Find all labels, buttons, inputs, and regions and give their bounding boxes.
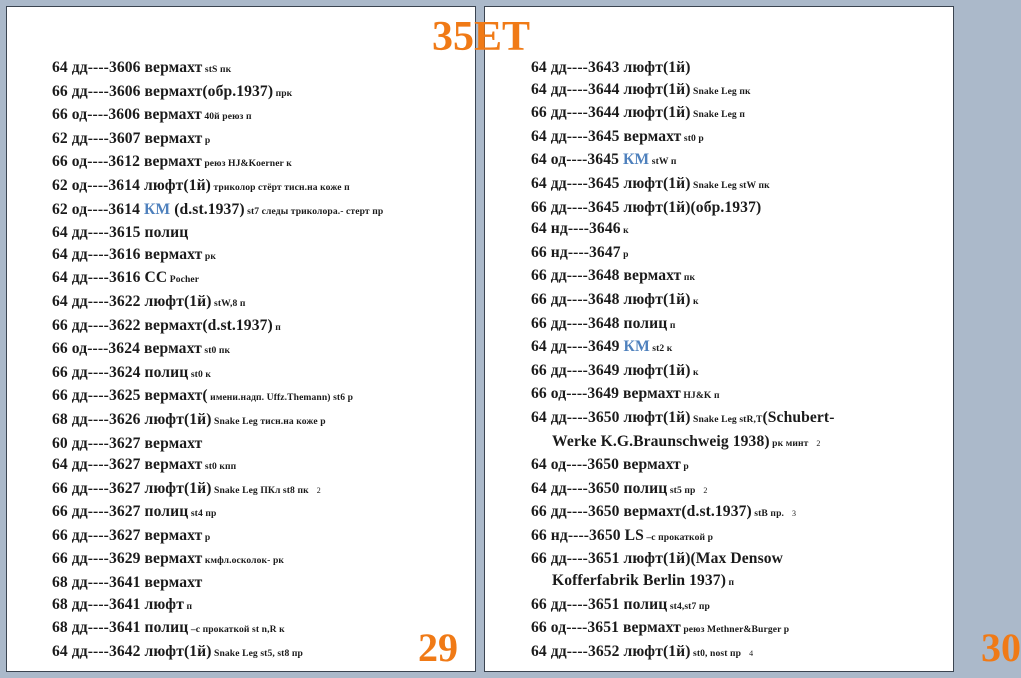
entry-text: 66 дд----3648 полиц (531, 314, 668, 332)
list-item (52, 641, 465, 665)
entry-note: st4 (188, 508, 203, 520)
list-item (52, 151, 465, 175)
entry-mark: пр (202, 508, 217, 520)
list-item (52, 454, 465, 478)
list-item (531, 173, 943, 197)
entry-text: 66 дд----3649 люфт(1й) (531, 361, 691, 379)
entry-mark: р (705, 531, 714, 543)
list-item (531, 360, 943, 384)
list-item (52, 222, 465, 244)
list-item (52, 478, 465, 502)
entry-text: 64 нд----3646 (531, 220, 621, 238)
entry-mark: р (781, 624, 790, 636)
entry-text: 66 дд----3627 полиц (52, 503, 189, 521)
entry-mark: рк (202, 250, 216, 262)
list-item (531, 525, 943, 549)
list-item (52, 244, 465, 268)
entry-note: 40й реюз (201, 111, 244, 123)
list-item (52, 525, 465, 549)
entry-mark: пр. (767, 508, 784, 520)
entry-text: 64 од----3645 (531, 151, 623, 169)
entry-note: st4,st7 (667, 600, 697, 612)
right-entry-list (531, 57, 943, 664)
entry-text: 64 дд----3616 вермахт (52, 245, 203, 263)
entry-mark: к (620, 225, 629, 237)
list-item (531, 149, 943, 173)
entry-mark: к (202, 368, 211, 380)
entry-text: 66 нд----3650 LS (531, 526, 644, 544)
series-title: 35ET (432, 14, 531, 60)
entry-note: st0, nost (690, 647, 728, 659)
entry-text: 64 дд----3649 (531, 338, 624, 356)
list-item (52, 409, 465, 433)
entry-text: 64 дд----3650 люфт(1й) (531, 408, 691, 426)
entry-text: 64 дд----3650 полиц (531, 479, 668, 497)
entry-count: 4 (749, 648, 754, 658)
entry-text: 60 дд----3627 вермахт (52, 434, 203, 452)
list-item (531, 57, 943, 79)
entry-mark: п (668, 156, 677, 168)
right-page (484, 6, 1021, 672)
entry-text: 64 дд----3622 люфт(1й) (52, 292, 212, 310)
entry-mark: пр (681, 484, 696, 496)
entry-count: 2 (816, 438, 821, 448)
entry-text: 64 дд----3627 вермахт (52, 456, 203, 474)
entry-note: stS (202, 64, 218, 75)
entry-text: Werke K.G.Braunschweig 1938) (552, 432, 770, 450)
km-label: КМ (623, 338, 650, 356)
km-label: КМ (144, 200, 171, 218)
entry-text: 66 дд----3606 вермахт(обр.1937) (52, 82, 274, 100)
entry-mark: п (667, 319, 676, 331)
list-item (531, 594, 943, 618)
entry-text: 62 од----3614 люфт(1й) (52, 176, 211, 194)
entry-mark: р (620, 248, 629, 260)
list-item (531, 218, 943, 242)
list-item (52, 548, 465, 572)
entry-note: Snake Leg (690, 85, 737, 97)
entry-text: 66 дд----3648 люфт(1й) (531, 290, 691, 308)
entry-mark: п (736, 109, 745, 121)
entry-text: 66 дд----3651 полиц (531, 595, 668, 613)
list-item (531, 383, 943, 407)
entry-text: 62 од----3614 (52, 200, 144, 218)
entry-mark: п (243, 111, 252, 123)
entry-mark: п (341, 181, 350, 193)
entry-mark: р (695, 132, 704, 144)
list-item (52, 362, 465, 386)
km-label: КМ (623, 151, 650, 169)
entry-mark: п (183, 600, 193, 612)
list-item (52, 175, 465, 199)
list-item (531, 289, 943, 313)
list-item (531, 454, 943, 478)
entry-text: 66 дд----3651 люфт(1й)(Max Densow (531, 550, 784, 568)
entry-text: 64 дд----3643 люфт(1й) (531, 59, 691, 76)
list-item (52, 385, 465, 409)
entry-note: Pocher (167, 274, 200, 286)
entry-mark: п (711, 390, 720, 402)
entry-text: 66 дд----3627 вермахт (52, 526, 203, 544)
entry-text: 66 дд----3627 люфт(1й) (52, 479, 212, 497)
entry-text: 66 дд----3645 люфт(1й)(обр.1937) (531, 198, 762, 216)
entry-text: 64 дд----3645 люфт(1й) (531, 174, 691, 192)
entry-note: st0 (188, 368, 203, 380)
entry-mark: пр (289, 647, 303, 659)
entry-note: Snake Leg stW (690, 179, 756, 191)
entry-mark: р (202, 134, 211, 146)
entry-note: реюз Methner&Burger (680, 624, 782, 636)
entry-note: Snake Leg ПКл st8 (211, 484, 295, 496)
entry-mark: п (237, 297, 246, 309)
entry-note: реюз HJ&Koerner (201, 158, 284, 170)
list-item (531, 478, 943, 502)
entry-text: 66 од----3649 вермахт (531, 385, 681, 403)
entry-text: 68 дд----3626 люфт(1й) (52, 410, 212, 428)
entry-continuation (531, 570, 943, 594)
entry-note: st0 (681, 132, 696, 144)
left-entry-list (52, 57, 465, 664)
entry-note: кмфл.осколок- (202, 555, 271, 567)
entry-text: 66 дд----3629 вермахт (52, 550, 203, 568)
list-item (52, 104, 465, 128)
list-item (52, 338, 465, 362)
entry-mark: пк (736, 85, 751, 97)
entry-text: 64 дд----3642 люфт(1й) (52, 642, 212, 660)
entry-mark: р (202, 531, 211, 543)
entry-note: stW,8 (211, 297, 238, 309)
entry-text: 66 од----3651 вермахт (531, 619, 681, 637)
list-item (531, 102, 943, 126)
entry-text: 68 дд----3641 люфт (52, 595, 184, 613)
entry-mark: к (283, 158, 292, 170)
entry-text: 66 од----3606 вермахт (52, 106, 202, 124)
entry-text: 68 дд----3641 полиц (52, 619, 189, 637)
entry-text: 66 дд----3644 люфт(1й) (531, 104, 691, 122)
entry-text: 66 дд----3622 вермахт(d.st.1937) (52, 316, 273, 334)
entry-note: рк минт (769, 437, 809, 449)
entry-text: 64 дд----3615 полиц (52, 224, 189, 242)
entry-mark: пр (727, 647, 742, 659)
entry-mark: пк (216, 345, 231, 357)
entry-text: 66 од----3612 вермахт (52, 153, 202, 171)
list-item (531, 501, 943, 525)
entry-note: st7 следы триколора.- стерт (244, 205, 370, 217)
entry-mark: пк (217, 64, 232, 75)
entry-text: 66 од----3624 вермахт (52, 340, 202, 358)
entry-note: имени.надп. Uffz.Themann) st6 (207, 392, 346, 404)
list-item (52, 291, 465, 315)
left-page-number: 29 (418, 625, 458, 670)
entry-text: (d.st.1937) (170, 200, 245, 218)
entry-text: 62 дд----3607 вермахт (52, 129, 203, 147)
list-item (52, 501, 465, 525)
list-item (531, 617, 943, 641)
entry-mark: п (272, 321, 281, 333)
list-item (531, 641, 943, 665)
entry-note: HJ&K (680, 390, 712, 402)
entry-text: Kofferfabrik Berlin 1937) (552, 572, 727, 590)
entry-mark: пк (755, 179, 770, 191)
list-item (531, 313, 943, 337)
entry-text: 64 дд----3606 вермахт (52, 59, 203, 76)
entry-mark: пр (369, 205, 384, 217)
entry-mark: р (317, 415, 326, 427)
entry-text: 64 од----3650 вермахт (531, 456, 681, 474)
entry-text: 66 дд----3650 вермахт(d.st.1937) (531, 503, 752, 521)
list-item (52, 572, 465, 594)
list-item (52, 81, 465, 105)
entry-note: stW (649, 156, 669, 168)
left-page (6, 6, 476, 672)
list-item (52, 267, 465, 291)
entry-count: 2 (316, 485, 321, 495)
list-item (531, 242, 943, 266)
entry-note: Snake Leg (690, 109, 737, 121)
list-item (52, 128, 465, 152)
entry-note: st2 (649, 343, 665, 355)
entry-note: п (726, 577, 735, 589)
list-item (531, 548, 943, 593)
list-item (531, 79, 943, 103)
entry-note: st5 (667, 484, 682, 496)
entry-text: 64 дд----3616 СС (52, 269, 168, 287)
entry-mark: пк (681, 272, 696, 284)
entry-note: st0 (201, 345, 217, 357)
entry-mark: к (664, 343, 673, 355)
entry-note: триколор стёрт тисн.на коже (210, 181, 342, 193)
list-item (531, 407, 943, 454)
entry-text: 64 дд----3644 люфт(1й) (531, 80, 691, 98)
list-item (531, 126, 943, 150)
list-item (52, 315, 465, 339)
entry-text: 68 дд----3641 вермахт (52, 574, 203, 592)
entry-mark: к (690, 295, 699, 307)
entry-mark: пк (294, 484, 309, 496)
entry-mark: прк (273, 87, 293, 99)
entry-mark: к (276, 624, 285, 636)
list-item (52, 433, 465, 455)
list-item (52, 594, 465, 618)
list-item (531, 197, 943, 219)
entry-note: –с прокаткой (643, 531, 706, 543)
entry-mark: пр (696, 600, 710, 612)
entry-note: Snake Leg тисн.на коже (211, 415, 318, 427)
entry-note: st0 (202, 461, 217, 473)
entry-mark: к (690, 366, 699, 378)
entry-text: 64 дд----3652 люфт(1й) (531, 642, 691, 660)
entry-note: Snake Leg st5, st8 (211, 647, 290, 659)
entry-note: stB (751, 508, 768, 520)
entry-note: Snake Leg stR,T (690, 413, 763, 425)
entry-note: –с прокаткой st n,R (188, 624, 277, 636)
entry-text: (Schubert- (762, 408, 835, 426)
list-item (52, 57, 465, 81)
entry-text: 66 дд----3625 вермахт( (52, 387, 208, 405)
list-item (531, 336, 943, 360)
entry-mark: р (345, 392, 354, 404)
entry-count: 2 (703, 485, 708, 495)
entry-text: 66 дд----3648 вермахт (531, 267, 682, 285)
right-page-number: 30 (981, 625, 1021, 670)
entry-mark: кпп (216, 461, 237, 473)
list-item (52, 617, 465, 641)
list-item (52, 199, 465, 223)
entry-text: 66 нд----3647 (531, 243, 621, 261)
list-item (531, 265, 943, 289)
entry-text: 64 дд----3645 вермахт (531, 127, 682, 145)
entry-continuation (531, 431, 943, 455)
entry-text: 66 дд----3624 полиц (52, 363, 189, 381)
entry-mark: р (680, 461, 689, 473)
entry-mark: рк (270, 555, 285, 567)
entry-count: 3 (792, 509, 797, 519)
